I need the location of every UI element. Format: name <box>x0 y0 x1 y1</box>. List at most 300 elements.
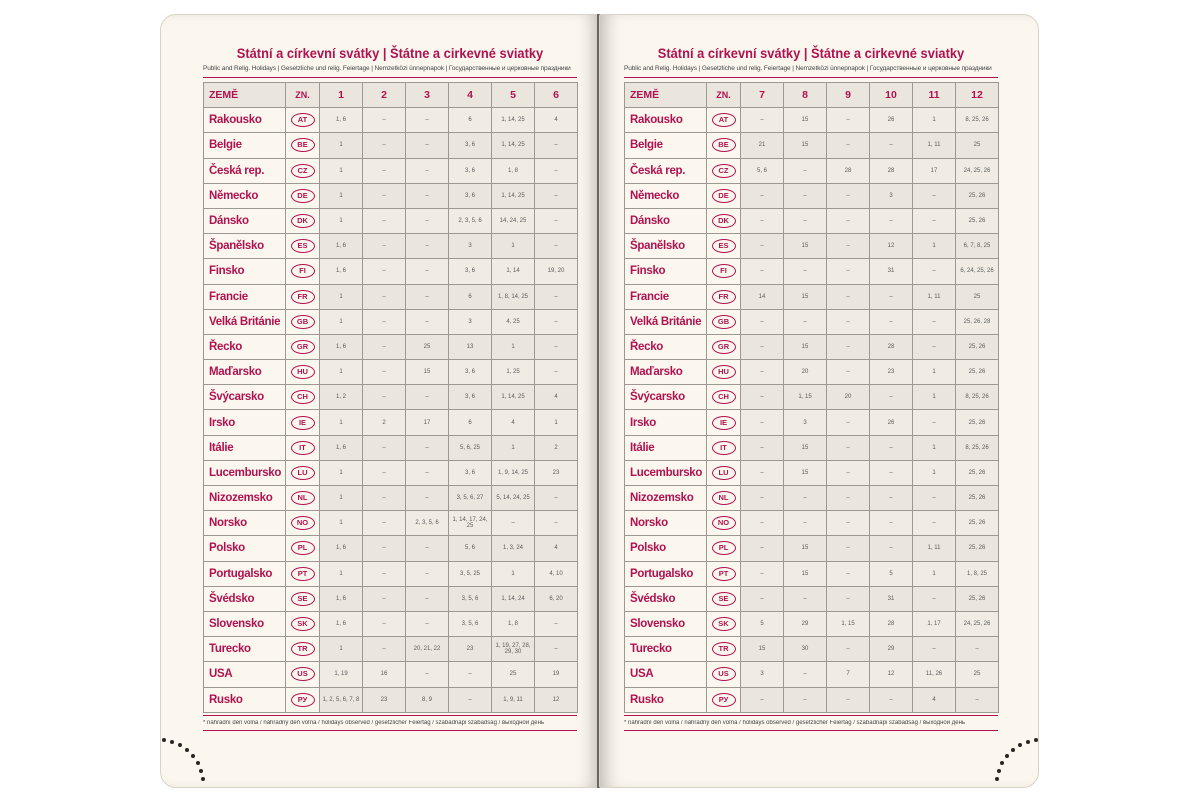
holiday-dates-cell: 25, 26 <box>956 208 999 233</box>
column-header-month: 9 <box>827 83 870 108</box>
holiday-dates-cell: 15 <box>784 108 827 133</box>
country-code-cell <box>707 637 741 662</box>
holiday-dates-cell: – <box>406 385 449 410</box>
page-title-right: Státní a církevní svátky | Štátne a cirkevné sviatky <box>657 45 965 61</box>
holiday-dates-cell: – <box>406 536 449 561</box>
holiday-dates-cell: – <box>784 158 827 183</box>
column-header-month: 6 <box>535 83 578 108</box>
country-code-badge: LU <box>291 466 315 480</box>
holiday-dates-cell: – <box>363 108 406 133</box>
holiday-dates-cell: – <box>784 662 827 687</box>
holiday-dates-cell: 1 <box>913 561 956 586</box>
bottom-rule <box>203 730 577 731</box>
country-code-badge: PT <box>291 567 315 581</box>
holiday-dates-cell: 14 <box>741 284 784 309</box>
holiday-dates-cell: – <box>535 360 578 385</box>
country-code-cell <box>707 511 741 536</box>
holiday-dates-cell: 1, 14, 25 <box>492 133 535 158</box>
holiday-dates-cell: 24, 25, 26 <box>956 611 999 636</box>
country-code-cell <box>707 486 741 511</box>
holiday-dates-cell: 2 <box>535 435 578 460</box>
country-name: Norsko <box>204 511 286 536</box>
column-header-month: 8 <box>784 83 827 108</box>
holiday-dates-cell: 1, 19, 27, 28, 29, 30 <box>492 637 535 662</box>
holiday-dates-cell: 24, 25, 26 <box>956 158 999 183</box>
country-name: Řecko <box>204 334 286 359</box>
country-code-cell <box>707 435 741 460</box>
holiday-dates-cell: 1, 17 <box>913 611 956 636</box>
table-row <box>204 360 578 385</box>
holiday-dates-cell: 23 <box>449 637 492 662</box>
country-code-badge: TR <box>291 642 315 656</box>
holiday-dates-cell: 1 <box>320 511 363 536</box>
holiday-dates-cell: 26 <box>870 108 913 133</box>
country-code-badge: SK <box>712 617 736 631</box>
holiday-dates-cell: – <box>827 687 870 712</box>
country-code-badge: IT <box>712 441 736 455</box>
holiday-dates-cell: 8, 25, 26 <box>956 108 999 133</box>
holiday-dates-cell: – <box>741 536 784 561</box>
holiday-dates-cell: – <box>827 511 870 536</box>
holiday-dates-cell: – <box>406 662 449 687</box>
holiday-dates-cell: – <box>535 334 578 359</box>
holiday-dates-cell: 3, 5, 6, 27 <box>449 486 492 511</box>
country-code-badge: IE <box>712 416 736 430</box>
holiday-dates-cell: – <box>827 435 870 460</box>
holiday-dates-cell: 3, 6 <box>449 259 492 284</box>
holiday-dates-cell: 15 <box>784 334 827 359</box>
country-name: Finsko <box>625 259 707 284</box>
left-page <box>160 14 600 788</box>
holiday-dates-cell: 1 <box>320 284 363 309</box>
holiday-dates-cell: 16 <box>363 662 406 687</box>
page-subtitle: Public and Relig. Holidays | Gesetzliche und relig. Feiertage | Nemzetközi ünnepnapok | Государственные и церковные праздники <box>203 65 571 72</box>
table-row <box>625 486 999 511</box>
holiday-dates-cell: – <box>827 234 870 259</box>
holiday-dates-cell: 7 <box>827 662 870 687</box>
country-code-badge: HU <box>712 365 736 379</box>
holiday-dates-cell: – <box>870 385 913 410</box>
holiday-dates-cell: 23 <box>363 687 406 712</box>
holiday-dates-cell: 25, 26 <box>956 183 999 208</box>
holiday-dates-cell: 15 <box>784 284 827 309</box>
country-code-cell <box>286 561 320 586</box>
holiday-dates-cell: 4 <box>492 410 535 435</box>
country-code-cell <box>707 208 741 233</box>
country-code-badge: HU <box>291 365 315 379</box>
holiday-dates-cell: 14, 24, 25 <box>492 208 535 233</box>
country-name: Francie <box>204 284 286 309</box>
holiday-dates-cell: 1, 8, 14, 25 <box>492 284 535 309</box>
holiday-dates-cell: 3 <box>870 183 913 208</box>
holiday-dates-cell: – <box>913 586 956 611</box>
table-row <box>625 108 999 133</box>
country-code-cell <box>286 360 320 385</box>
holiday-dates-cell: 17 <box>913 158 956 183</box>
country-name: Rusko <box>625 687 707 712</box>
table-row <box>625 309 999 334</box>
table-row <box>625 334 999 359</box>
column-header-month: 2 <box>363 83 406 108</box>
column-header-month: 3 <box>406 83 449 108</box>
holiday-dates-cell: 1 <box>320 208 363 233</box>
holiday-dates-cell: – <box>535 486 578 511</box>
holiday-dates-cell: 1 <box>320 486 363 511</box>
country-code-cell <box>707 662 741 687</box>
holiday-dates-cell: 1, 9, 11 <box>492 687 535 712</box>
holiday-dates-cell: – <box>406 133 449 158</box>
holiday-dates-cell: 8, 25, 26 <box>956 435 999 460</box>
table-row <box>625 410 999 435</box>
country-code-cell <box>707 133 741 158</box>
decorative-dots-left-icon <box>160 730 220 790</box>
holiday-dates-cell: 15 <box>784 561 827 586</box>
holiday-dates-cell: – <box>535 637 578 662</box>
country-code-cell <box>707 360 741 385</box>
holiday-dates-cell: 25 <box>956 662 999 687</box>
country-name: Irsko <box>625 410 707 435</box>
holiday-dates-cell: 31 <box>870 259 913 284</box>
holiday-dates-cell: – <box>363 158 406 183</box>
holiday-dates-cell: – <box>535 284 578 309</box>
holiday-dates-cell: 3, 5, 6 <box>449 586 492 611</box>
holiday-dates-cell: 5, 14, 24, 25 <box>492 486 535 511</box>
column-header-month: 10 <box>870 83 913 108</box>
country-code-badge: PT <box>712 567 736 581</box>
holiday-dates-cell: 1 <box>913 234 956 259</box>
holiday-dates-cell: 1, 11 <box>913 284 956 309</box>
country-code-badge: РУ <box>712 693 736 707</box>
country-code-cell <box>707 284 741 309</box>
country-name: Nizozemsko <box>204 486 286 511</box>
holiday-dates-cell: 1, 2 <box>320 385 363 410</box>
holiday-dates-cell: 1, 8 <box>492 158 535 183</box>
holiday-dates-cell: 2 <box>363 410 406 435</box>
country-name: Dánsko <box>625 208 707 233</box>
country-code-cell <box>286 410 320 435</box>
holiday-dates-cell: 25 <box>492 662 535 687</box>
holiday-dates-cell: – <box>827 284 870 309</box>
holiday-dates-cell: – <box>363 259 406 284</box>
holiday-dates-cell: 28 <box>870 334 913 359</box>
country-code-cell <box>707 108 741 133</box>
holiday-dates-cell: 25, 26 <box>956 360 999 385</box>
country-code-cell <box>286 108 320 133</box>
holiday-dates-cell: 1 <box>320 158 363 183</box>
country-name: Belgie <box>625 133 707 158</box>
country-code-cell <box>286 687 320 712</box>
holiday-dates-cell: 6 <box>449 410 492 435</box>
holiday-dates-cell: – <box>827 486 870 511</box>
country-code-cell <box>707 234 741 259</box>
holiday-dates-cell: 6, 7, 8, 25 <box>956 234 999 259</box>
holiday-dates-cell: 4 <box>535 385 578 410</box>
country-code-badge: DK <box>291 214 315 228</box>
country-code-cell <box>707 259 741 284</box>
holiday-dates-cell: 1, 3, 24 <box>492 536 535 561</box>
holiday-dates-cell: 25, 26 <box>956 486 999 511</box>
holiday-dates-cell: 30 <box>784 637 827 662</box>
country-name: Turecko <box>625 637 707 662</box>
holiday-dates-cell: 17 <box>406 410 449 435</box>
holiday-dates-cell: – <box>913 208 956 233</box>
holiday-dates-cell: – <box>870 309 913 334</box>
holiday-dates-cell: – <box>827 259 870 284</box>
holiday-dates-cell: 12 <box>535 687 578 712</box>
country-code-cell <box>286 385 320 410</box>
country-code-cell <box>286 183 320 208</box>
title-rule-right <box>624 77 998 78</box>
holiday-dates-cell: – <box>363 460 406 485</box>
holiday-dates-cell: – <box>870 687 913 712</box>
table-row <box>204 385 578 410</box>
holiday-dates-cell: 1 <box>320 183 363 208</box>
holiday-dates-cell: – <box>741 460 784 485</box>
table-row <box>625 360 999 385</box>
holiday-dates-cell: – <box>741 385 784 410</box>
holiday-dates-cell: – <box>406 158 449 183</box>
country-name: Česká rep. <box>204 158 286 183</box>
table-header-row <box>204 83 578 108</box>
holiday-dates-cell: 4, 25 <box>492 309 535 334</box>
holiday-dates-cell: – <box>913 511 956 536</box>
holiday-dates-cell: 5 <box>870 561 913 586</box>
country-code-cell <box>286 637 320 662</box>
holiday-dates-cell: – <box>363 284 406 309</box>
holiday-dates-cell: 1, 8, 25 <box>956 561 999 586</box>
column-header-month: 4 <box>449 83 492 108</box>
table-row <box>204 108 578 133</box>
holiday-dates-cell: – <box>363 385 406 410</box>
holiday-dates-cell: 6 <box>449 284 492 309</box>
country-code-badge: FR <box>712 290 736 304</box>
holiday-dates-cell: 25, 26 <box>956 460 999 485</box>
country-name: Polsko <box>204 536 286 561</box>
holiday-dates-cell: – <box>363 435 406 460</box>
country-code-badge: FI <box>291 264 315 278</box>
table-row <box>204 611 578 636</box>
holiday-dates-cell: – <box>741 410 784 435</box>
country-code-badge: SK <box>291 617 315 631</box>
holiday-dates-cell: – <box>741 486 784 511</box>
holiday-dates-cell: 8, 25, 26 <box>956 385 999 410</box>
country-name: Švédsko <box>204 586 286 611</box>
table-row <box>625 234 999 259</box>
country-code-badge: PL <box>712 541 736 555</box>
country-name: Velká Británie <box>204 309 286 334</box>
country-name: Portugalsko <box>204 561 286 586</box>
country-name: Francie <box>625 284 707 309</box>
holiday-dates-cell: – <box>741 108 784 133</box>
table-row <box>625 611 999 636</box>
holiday-dates-cell: – <box>363 234 406 259</box>
holiday-dates-cell: – <box>827 208 870 233</box>
holiday-dates-cell: 1 <box>320 309 363 334</box>
holiday-dates-cell: 11, 26 <box>913 662 956 687</box>
country-name: Rakousko <box>625 108 707 133</box>
holiday-dates-cell: – <box>535 183 578 208</box>
holiday-dates-cell: – <box>406 183 449 208</box>
holiday-dates-cell: 1 <box>492 234 535 259</box>
holiday-dates-cell: – <box>827 586 870 611</box>
holiday-dates-cell: – <box>741 259 784 284</box>
table-row <box>625 208 999 233</box>
holiday-dates-cell: – <box>827 460 870 485</box>
holiday-table-left <box>203 82 578 713</box>
holiday-dates-cell: – <box>741 687 784 712</box>
footnote-rule <box>203 715 577 716</box>
table-row <box>625 158 999 183</box>
holiday-dates-cell: – <box>870 435 913 460</box>
country-code-badge: GB <box>712 315 736 329</box>
country-name: Švýcarsko <box>204 385 286 410</box>
holiday-dates-cell: – <box>492 511 535 536</box>
holiday-dates-cell: 5 <box>741 611 784 636</box>
table-row <box>625 284 999 309</box>
country-name: Dánsko <box>204 208 286 233</box>
holiday-dates-cell: – <box>363 611 406 636</box>
country-name: Portugalsko <box>625 561 707 586</box>
holiday-dates-cell: – <box>913 486 956 511</box>
country-code-badge: PL <box>291 541 315 555</box>
table-row <box>204 460 578 485</box>
holiday-dates-cell: 15 <box>784 536 827 561</box>
country-code-badge: BE <box>712 138 736 152</box>
country-name: Německo <box>625 183 707 208</box>
holiday-dates-cell: – <box>784 309 827 334</box>
holiday-dates-cell: – <box>827 334 870 359</box>
holiday-dates-cell: 3 <box>741 662 784 687</box>
country-name: Slovensko <box>204 611 286 636</box>
country-code-badge: РУ <box>291 693 315 707</box>
holiday-dates-cell: – <box>827 183 870 208</box>
country-code-cell <box>286 284 320 309</box>
holiday-dates-cell: – <box>913 183 956 208</box>
table-row <box>204 284 578 309</box>
table-row <box>204 309 578 334</box>
holiday-dates-cell: 1 <box>320 561 363 586</box>
table-row <box>204 511 578 536</box>
holiday-dates-cell: 3 <box>784 410 827 435</box>
holiday-dates-cell: – <box>741 511 784 536</box>
column-header-country: ZEMĚ <box>204 83 286 108</box>
holiday-dates-cell: 1 <box>492 334 535 359</box>
holiday-dates-cell: 3, 6 <box>449 385 492 410</box>
holiday-dates-cell: – <box>741 334 784 359</box>
country-name: Lucembursko <box>625 460 707 485</box>
country-name: Belgie <box>204 133 286 158</box>
holiday-dates-cell: 1 <box>913 108 956 133</box>
country-code-badge: US <box>712 667 736 681</box>
holiday-dates-cell: 4, 10 <box>535 561 578 586</box>
holiday-dates-cell: – <box>827 536 870 561</box>
country-name: Švýcarsko <box>625 385 707 410</box>
country-code-cell <box>286 133 320 158</box>
country-code-cell <box>286 511 320 536</box>
holiday-dates-cell: – <box>406 309 449 334</box>
table-row <box>204 561 578 586</box>
table-row <box>625 259 999 284</box>
country-code-badge: CZ <box>712 164 736 178</box>
holiday-dates-cell: 19, 20 <box>535 259 578 284</box>
country-code-cell <box>707 460 741 485</box>
holiday-dates-cell: – <box>406 259 449 284</box>
holiday-dates-cell: 1, 14, 24 <box>492 586 535 611</box>
holiday-dates-cell: 25 <box>956 284 999 309</box>
holiday-dates-cell: 2, 3, 5, 6 <box>406 511 449 536</box>
country-code-badge: AT <box>291 113 315 127</box>
holiday-dates-cell: – <box>406 460 449 485</box>
country-name: Norsko <box>625 511 707 536</box>
holiday-dates-cell: 21 <box>741 133 784 158</box>
holiday-dates-cell: – <box>913 309 956 334</box>
holiday-dates-cell: – <box>956 637 999 662</box>
country-code-cell <box>286 435 320 460</box>
country-name: Finsko <box>204 259 286 284</box>
country-name: Rakousko <box>204 108 286 133</box>
country-code-badge: CH <box>712 390 736 404</box>
holiday-dates-cell: 25, 26 <box>956 536 999 561</box>
footnote-right: * náhradní den volna / náhradný deň voľna / holidays observed / gesetzlicher Feiertag / szabadnapi szabadság / выходной день <box>624 719 966 726</box>
country-code-cell <box>707 687 741 712</box>
holiday-dates-cell: – <box>363 586 406 611</box>
holiday-dates-cell: – <box>913 410 956 435</box>
country-code-badge: BE <box>291 138 315 152</box>
holiday-dates-cell: 31 <box>870 586 913 611</box>
holiday-dates-cell: 1, 11 <box>913 536 956 561</box>
holiday-dates-cell: 3, 5, 25 <box>449 561 492 586</box>
country-code-cell <box>707 158 741 183</box>
holiday-dates-cell: – <box>827 133 870 158</box>
holiday-dates-cell: – <box>827 360 870 385</box>
country-code-badge: FR <box>291 290 315 304</box>
country-code-badge: SE <box>291 592 315 606</box>
holiday-dates-cell: – <box>406 611 449 636</box>
holiday-dates-cell: – <box>870 284 913 309</box>
holiday-dates-cell: – <box>784 511 827 536</box>
holiday-dates-cell: 1, 6 <box>320 586 363 611</box>
table-row <box>625 687 999 712</box>
holiday-dates-cell: 25, 26 <box>956 586 999 611</box>
holiday-dates-cell: 1, 2, 5, 6, 7, 8 <box>320 687 363 712</box>
country-code-badge: CH <box>291 390 315 404</box>
holiday-dates-cell: – <box>406 486 449 511</box>
country-name: Polsko <box>625 536 707 561</box>
holiday-dates-cell: 3, 6 <box>449 133 492 158</box>
holiday-dates-cell: 4 <box>535 536 578 561</box>
country-code-badge: TR <box>712 642 736 656</box>
holiday-table-right <box>624 82 999 713</box>
table-row <box>625 183 999 208</box>
country-code-cell <box>707 410 741 435</box>
country-code-badge: DE <box>291 189 315 203</box>
holiday-dates-cell: 29 <box>784 611 827 636</box>
holiday-dates-cell: 15 <box>741 637 784 662</box>
holiday-dates-cell: 6, 20 <box>535 586 578 611</box>
holiday-dates-cell: 20 <box>827 385 870 410</box>
holiday-dates-cell: 5, 6 <box>449 536 492 561</box>
holiday-dates-cell: – <box>363 133 406 158</box>
holiday-dates-cell: – <box>741 435 784 460</box>
holiday-dates-cell: 1 <box>320 410 363 435</box>
holiday-dates-cell: 4 <box>913 687 956 712</box>
holiday-dates-cell: – <box>535 511 578 536</box>
holiday-dates-cell: – <box>449 662 492 687</box>
country-code-badge: FI <box>712 264 736 278</box>
holiday-dates-cell: – <box>406 208 449 233</box>
holiday-dates-cell: – <box>535 234 578 259</box>
holiday-dates-cell: 1, 15 <box>827 611 870 636</box>
